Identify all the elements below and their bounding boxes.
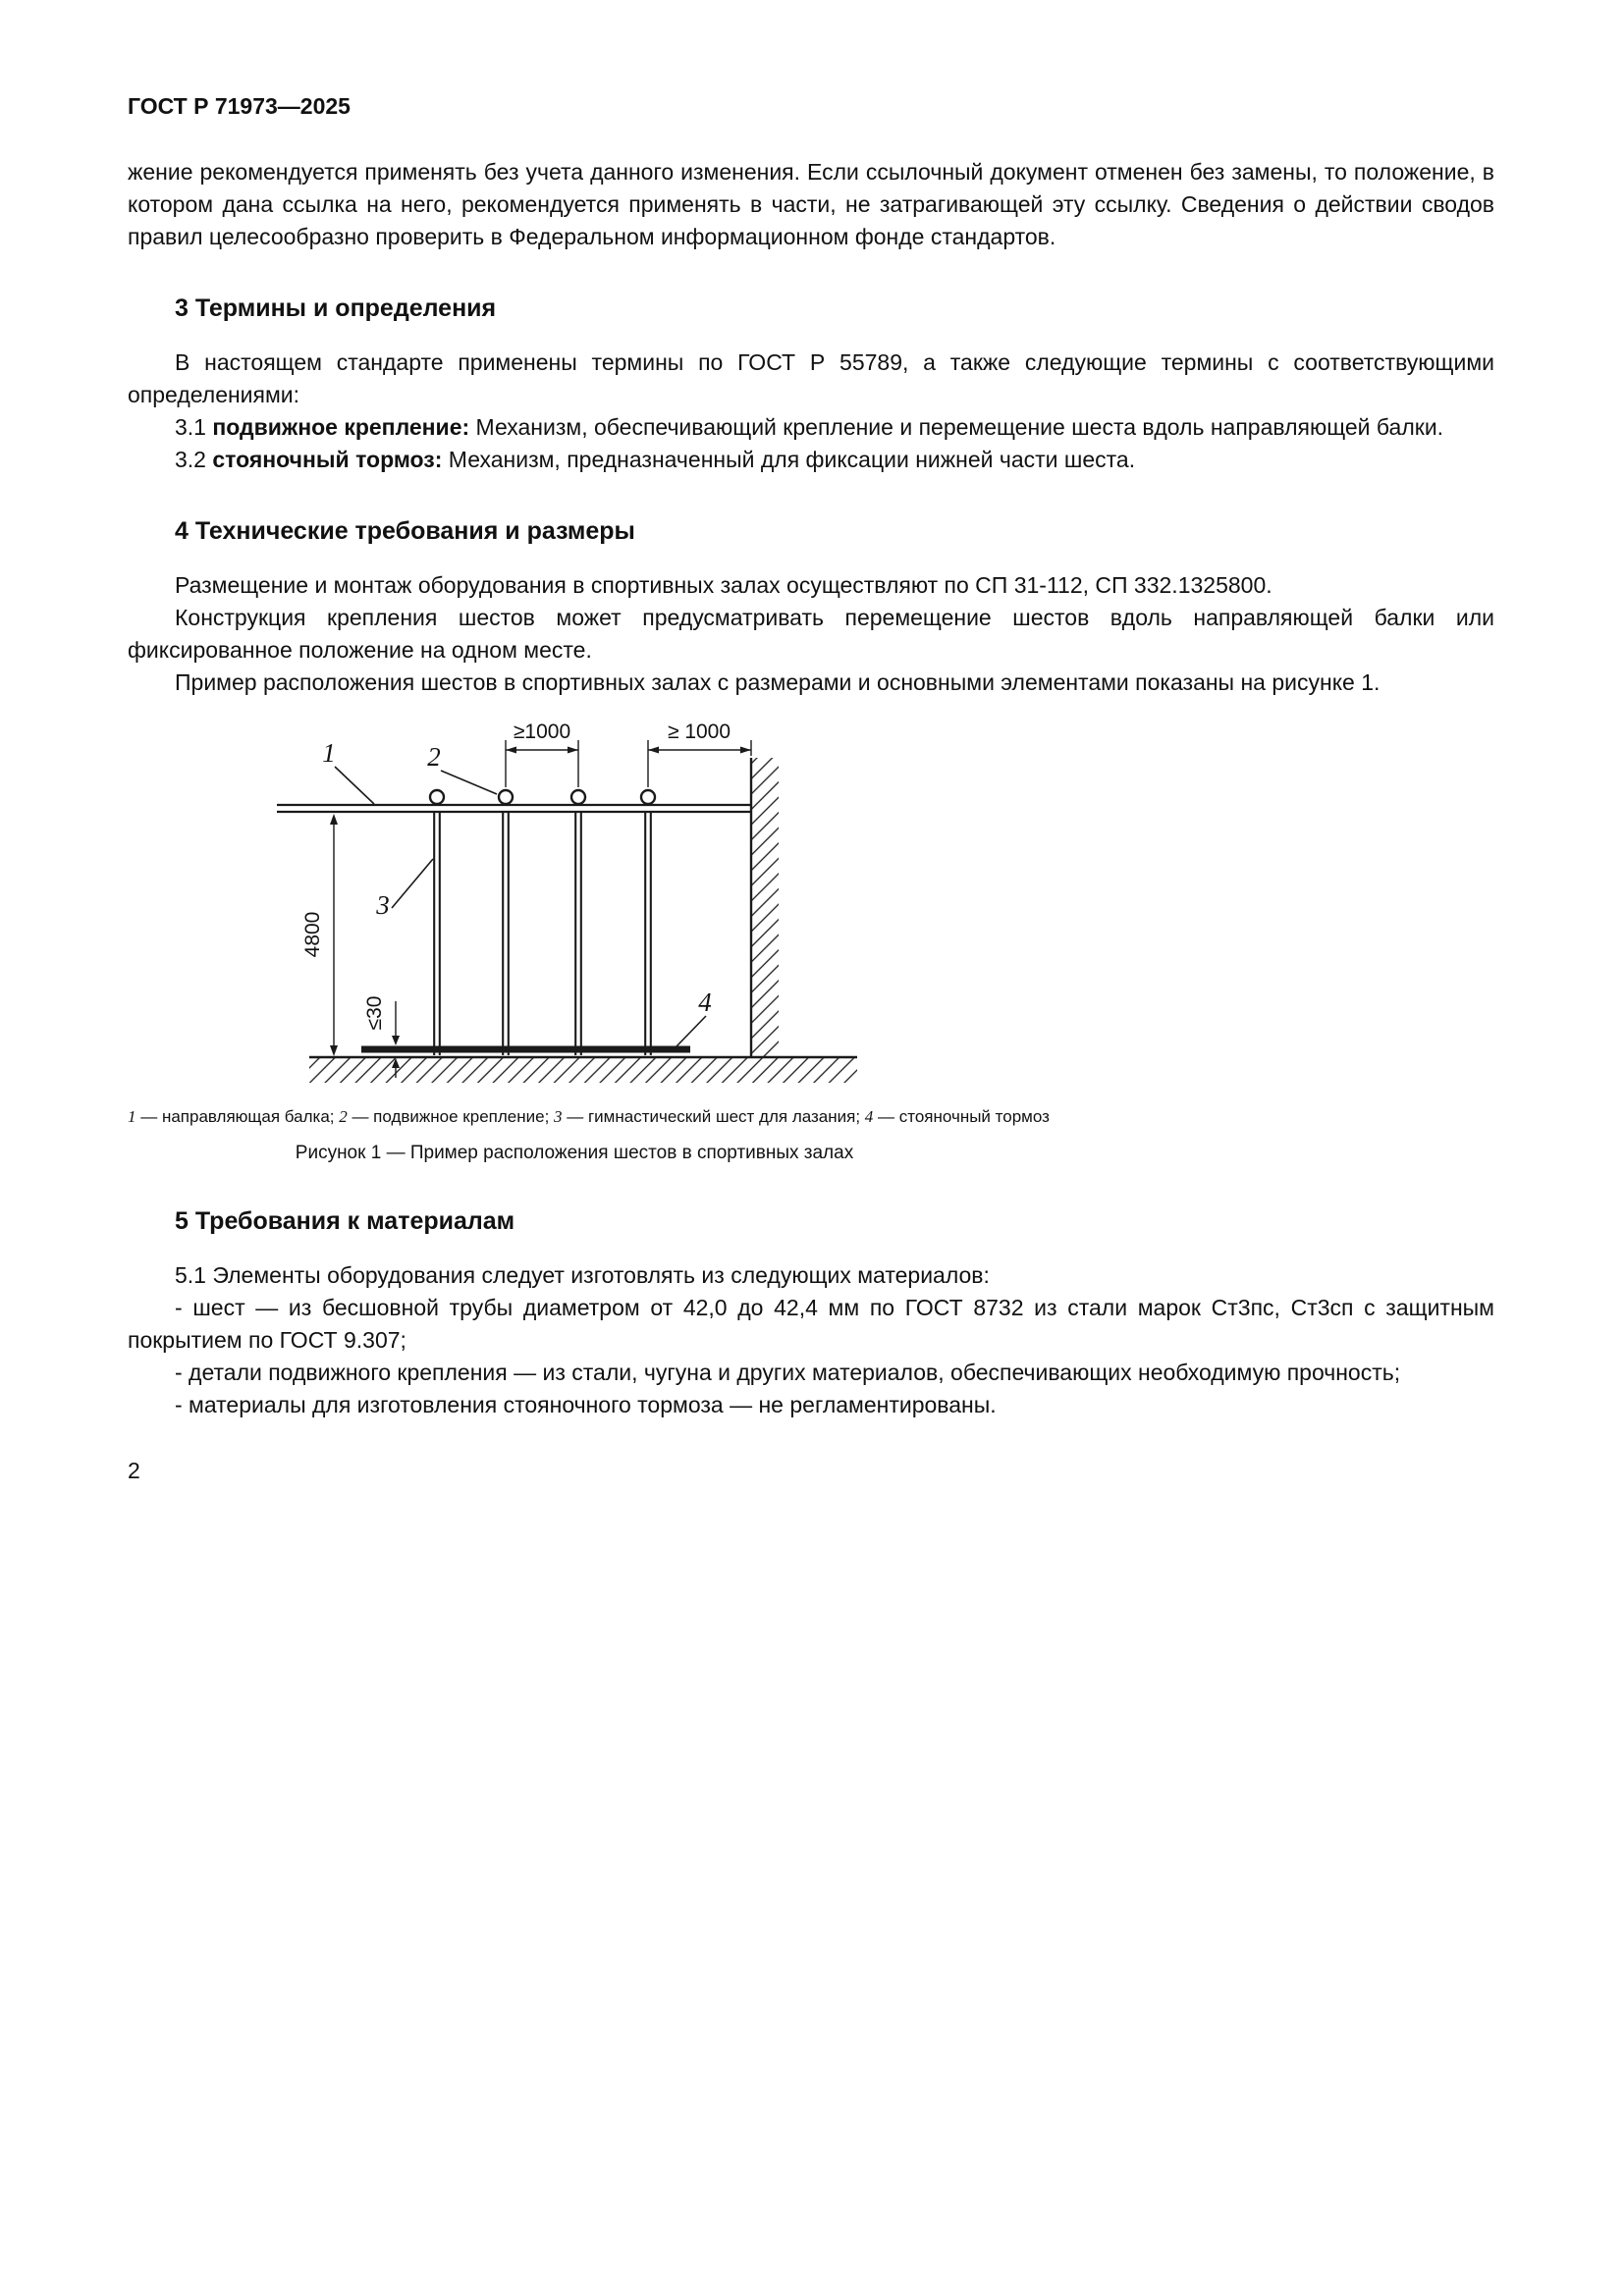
wall-hatch	[751, 758, 779, 1057]
pole-2	[499, 790, 513, 1055]
dimension-top-1	[506, 721, 578, 787]
section4-paragraph-1: Размещение и монтаж оборудования в спортивных залах осуществляют по СП 31-112, СП 332.1325800.	[175, 572, 1272, 598]
floor	[309, 1057, 857, 1083]
pole-1	[430, 790, 444, 1055]
section3-heading: 3 Термины и определения	[175, 294, 497, 322]
callout-2	[427, 742, 497, 794]
legend-num-3: 3	[554, 1107, 563, 1126]
term-3-2-definition: Механизм, предназначенный для фиксации нижней части шеста.	[448, 447, 1136, 472]
legend-text-4: — стояночный тормоз	[873, 1107, 1050, 1126]
pole-4	[641, 790, 655, 1055]
callout-1-label: 1	[322, 738, 336, 768]
arrowhead-icon	[568, 747, 578, 754]
callout-4-label: 4	[698, 988, 712, 1017]
callout-4	[677, 988, 712, 1046]
mount-ring-icon	[641, 790, 655, 804]
section3-paragraph: В настоящем стандарте применены термины по ГОСТ Р 55789, а также следующие термины с соответствующими определениями:	[128, 349, 1494, 407]
legend-text-2: — подвижное крепление;	[347, 1107, 555, 1126]
wall	[751, 758, 779, 1057]
callout-3	[375, 859, 433, 920]
dimension-label-30: ≤30	[363, 995, 386, 1031]
arrowhead-icon	[330, 1045, 338, 1056]
term-3-1-term: подвижное крепление:	[212, 414, 476, 440]
dimension-height-4800	[301, 814, 338, 1056]
floor-hatch	[309, 1057, 857, 1083]
mount-ring-icon	[571, 790, 585, 804]
callout-3-label: 3	[376, 890, 390, 920]
section5-item-1: - шест — из бесшовной трубы диаметром от 42,0 до 42,4 мм по ГОСТ 8732 из стали марок Ст3пс, Ст3сп с защитным покрытием по ГОСТ 9.307;	[128, 1295, 1494, 1353]
dimension-top-2	[648, 721, 751, 787]
dimension-label-1000b: ≥ 1000	[667, 721, 731, 743]
legend-text-3: — гимнастический шест для лазания;	[562, 1107, 865, 1126]
term-3-1-paragraph	[128, 411, 1494, 444]
arrowhead-icon	[648, 747, 659, 754]
section5-item-2: - детали подвижного крепления — из стали, чугуна и других материалов, обеспечивающих необходимую прочность;	[175, 1360, 1401, 1385]
dimension-label-1000a: ≥1000	[513, 721, 571, 743]
section4-paragraph-3: Пример расположения шестов в спортивных залах с размерами и основными элементами показаны на рисунке 1.	[175, 669, 1380, 695]
intro-continuation-paragraph: жение рекомендуется применять без учета данного изменения. Если ссылочный документ отменен без замены, то положение, в котором дана ссылка на него, рекомендуется применять в части, не затрагивающей эту ссылку. Сведения о действии сводов правил целесообразно проверить в Федеральном информационном фонде стандартов.	[128, 159, 1494, 249]
arrowhead-icon	[740, 747, 751, 754]
guide-beam	[277, 805, 751, 812]
term-3-2-term: стояночный тормоз:	[212, 447, 449, 472]
term-3-1-number: 3.1	[175, 414, 213, 440]
dimension-label-4800: 4800	[301, 911, 324, 958]
climbing-poles	[430, 790, 655, 1055]
legend-num-4: 4	[864, 1107, 874, 1126]
section4-paragraph-2: Конструкция крепления шестов может предусматривать перемещение шестов вдоль направляющей балки или фиксированное положение на одном месте.	[128, 605, 1494, 663]
section5-heading: 5 Требования к материалам	[175, 1207, 515, 1235]
figure-drawing	[270, 719, 879, 1084]
legend-num-1: 1	[128, 1107, 136, 1126]
page-number: 2	[128, 1458, 140, 1483]
callout-1	[322, 738, 374, 804]
mount-ring-icon	[499, 790, 513, 804]
callout-2-label: 2	[427, 742, 441, 772]
document-code: ГОСТ Р 71973—2025	[128, 93, 351, 119]
section4-heading: 4 Технические требования и размеры	[175, 517, 635, 545]
arrowhead-icon	[506, 747, 516, 754]
section5-paragraph: 5.1 Элементы оборудования следует изготовлять из следующих материалов:	[175, 1262, 990, 1288]
section5-item-3: - материалы для изготовления стояночного тормоза — не регламентированы.	[175, 1392, 997, 1417]
figure-caption: Рисунок 1 — Пример расположения шестов в спортивных залах	[295, 1143, 854, 1163]
arrowhead-icon	[392, 1036, 400, 1045]
figure-legend	[128, 1105, 1050, 1129]
legend-text-1: — направляющая балка;	[135, 1107, 340, 1126]
mount-ring-icon	[430, 790, 444, 804]
figure-1-block	[128, 719, 1050, 1166]
pole-3	[571, 790, 585, 1055]
term-3-2-paragraph	[128, 444, 1494, 476]
term-3-2-number: 3.2	[175, 447, 213, 472]
term-3-1-definition: Механизм, обеспечивающий крепление и перемещение шеста вдоль направляющей балки.	[475, 414, 1444, 440]
legend-num-2: 2	[339, 1107, 348, 1126]
arrowhead-icon	[330, 814, 338, 825]
